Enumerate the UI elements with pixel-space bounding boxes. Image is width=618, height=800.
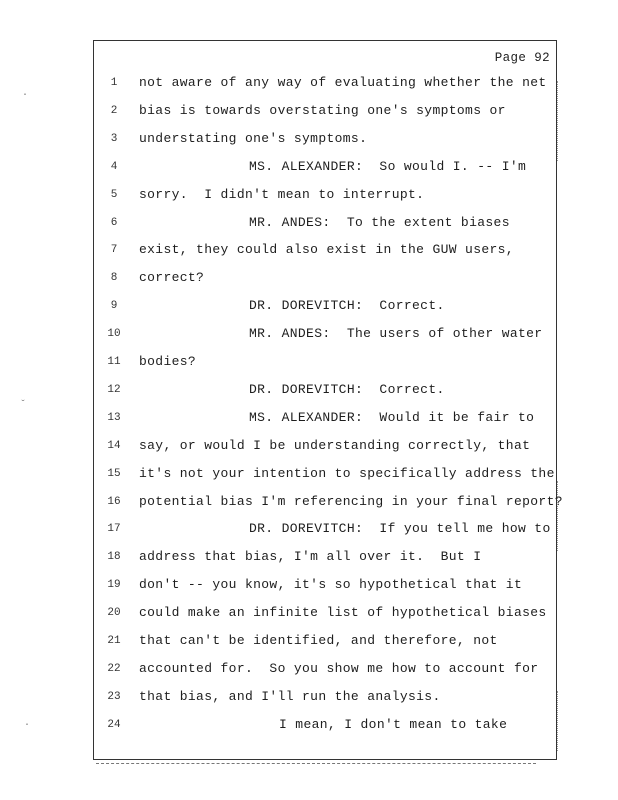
- line-number: 3: [110, 132, 118, 145]
- line-number: 1: [110, 77, 118, 89]
- scan-speck: ·: [22, 90, 29, 101]
- transcript-line: [94, 577, 556, 599]
- scan-speck: ˇ: [20, 400, 27, 411]
- transcript-line: [94, 549, 556, 571]
- line-text: I mean, I don't mean to take: [279, 716, 508, 732]
- line-number: 12: [107, 383, 121, 396]
- transcript-line: [94, 410, 556, 432]
- line-text: MS. ALEXANDER: Would it be fair to: [249, 409, 535, 425]
- line-number: 8: [110, 272, 118, 285]
- transcript-line: [94, 661, 556, 683]
- line-text: MR. ANDES: The users of other water: [249, 326, 543, 342]
- line-number: 20: [107, 607, 121, 620]
- transcript-line: [94, 298, 556, 320]
- line-number: 6: [110, 216, 118, 229]
- line-text: understating one's symptoms.: [139, 130, 368, 146]
- line-number: 9: [110, 300, 118, 313]
- transcript-line: [94, 521, 556, 543]
- line-number: 18: [107, 551, 121, 564]
- line-number: 4: [110, 160, 118, 173]
- line-number: 7: [110, 244, 118, 257]
- line-number: 23: [107, 690, 121, 703]
- line-number: 15: [107, 467, 121, 480]
- scan-edge-mark: [557, 481, 562, 551]
- line-text: potential bias I'm referencing in your final report?: [139, 493, 563, 509]
- line-text: bias is towards overstating one's symptoms or: [139, 102, 506, 118]
- line-number: 10: [107, 328, 121, 341]
- line-text: could make an infinite list of hypothetical biases: [139, 605, 547, 621]
- transcript-line: [94, 689, 556, 711]
- line-number: 24: [107, 718, 121, 731]
- line-number: 2: [110, 104, 118, 117]
- scan-edge-mark: [557, 81, 562, 161]
- transcript-line: [94, 159, 556, 181]
- line-number: 22: [107, 662, 121, 675]
- line-number: 19: [107, 579, 121, 592]
- scan-speck: ·: [24, 720, 31, 731]
- line-text: address that bias, I'm all over it. But I: [139, 549, 482, 565]
- transcript-line: [94, 187, 556, 209]
- line-text: DR. DOREVITCH: Correct.: [249, 298, 445, 314]
- transcript-line: [94, 354, 556, 376]
- transcript-line: [94, 382, 556, 404]
- transcript-line: [94, 438, 556, 460]
- transcript-line: [94, 605, 556, 627]
- transcript-line: [94, 633, 556, 655]
- line-text: MS. ALEXANDER: So would I. -- I'm: [249, 158, 527, 174]
- transcript-line: [94, 466, 556, 488]
- line-text: say, or would I be understanding correctly, that: [139, 437, 531, 453]
- line-number: 16: [107, 495, 121, 508]
- line-text: that bias, and I'll run the analysis.: [139, 688, 441, 704]
- line-text: DR. DOREVITCH: Correct.: [249, 381, 445, 397]
- line-text: it's not your intention to specifically address the: [139, 465, 555, 481]
- transcript-line: [94, 717, 556, 739]
- transcript-line: [94, 242, 556, 264]
- line-text: exist, they could also exist in the GUW users,: [139, 242, 514, 258]
- line-text: correct?: [139, 270, 205, 286]
- transcript-line: [94, 103, 556, 125]
- line-text: accounted for. So you show me how to account for: [139, 660, 539, 676]
- line-text: DR. DOREVITCH: If you tell me how to: [249, 521, 551, 537]
- transcript-page: [93, 40, 563, 760]
- line-text: MR. ANDES: To the extent biases: [249, 214, 510, 230]
- line-number: 17: [107, 523, 121, 536]
- transcript-line: [94, 493, 563, 516]
- transcript-line: [94, 270, 556, 292]
- line-text: bodies?: [139, 354, 197, 369]
- transcript-line: [94, 75, 556, 97]
- transcript-line: [94, 215, 556, 237]
- line-text: don't -- you know, it's so hypothetical that it: [139, 577, 523, 593]
- transcript-line: [94, 131, 556, 153]
- line-number: 14: [107, 439, 121, 452]
- line-number: 21: [107, 635, 121, 647]
- footer-rule: [96, 763, 536, 764]
- line-number: 13: [107, 411, 121, 424]
- line-text: not aware of any way of evaluating whether the net: [139, 75, 547, 90]
- line-text: that can't be identified, and therefore, not: [139, 633, 498, 648]
- page-number: Page 92: [494, 51, 550, 65]
- line-number: 5: [110, 188, 118, 201]
- line-number: 11: [107, 356, 121, 368]
- transcript-line: [94, 326, 556, 348]
- scan-edge-mark: [557, 691, 562, 751]
- line-text: sorry. I didn't mean to interrupt.: [139, 186, 425, 202]
